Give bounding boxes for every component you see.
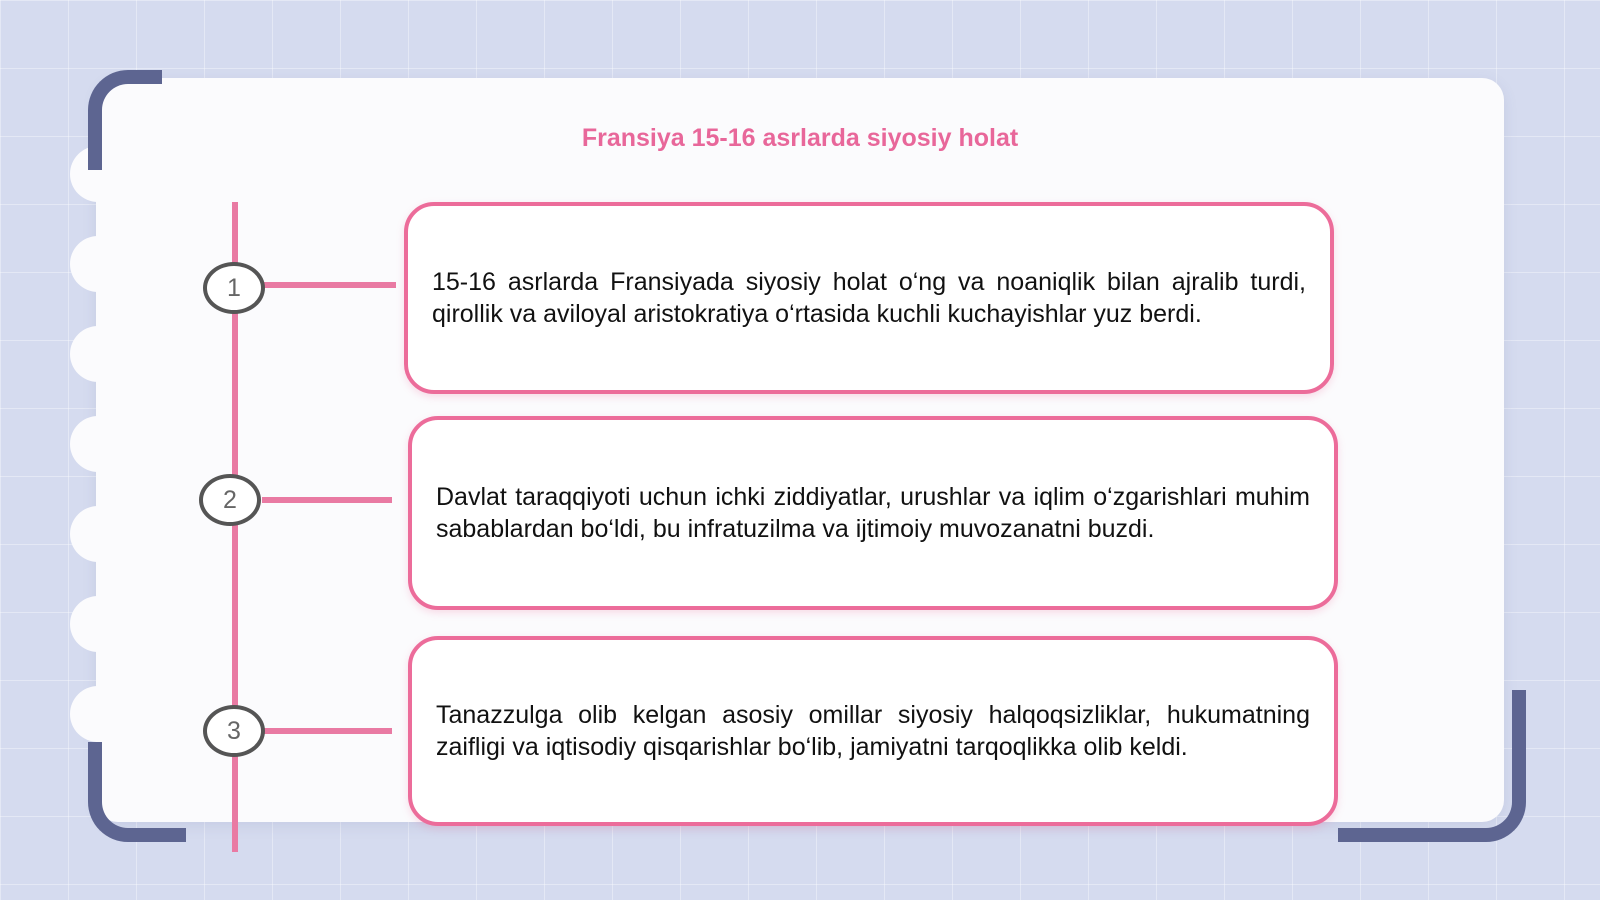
step-marker-1: [203, 262, 265, 314]
step-marker-3: [203, 705, 265, 757]
paper-scallop: [70, 686, 126, 742]
paper-scallop: [70, 416, 126, 472]
frame-corner-top-left: [88, 70, 162, 170]
paper-scallop: [70, 596, 126, 652]
step-card-2: [408, 416, 1338, 610]
step-card-text: Davlat taraqqiyoti uchun ichki ziddiyatlar, urushlar va iqlim o‘zgarishlari muhim sabablardan bo‘ldi, bu infratuzilma va ijtimoiy muvozanatni buzdi.: [436, 483, 1310, 543]
timeline-connector: [262, 497, 392, 503]
step-number: 3: [227, 716, 241, 745]
step-card-text: Tanazzulga olib kelgan asosiy omillar siyosiy halqoqsizliklar, hukumatning zaifligi va iqtisodiy qisqarishlar bo‘lib, jamiyatni tarqoqlikka olib keldi.: [436, 701, 1310, 761]
paper-scallop: [70, 326, 126, 382]
frame-corner-bottom-right: [1338, 690, 1526, 842]
step-card-text: 15-16 asrlarda Fransiyada siyosiy holat o‘ng va noaniqlik bilan ajralib turdi, qirollik va aviloyal aristokratiya o‘rtasida kuchli kuchayishlar yuz berdi.: [432, 268, 1306, 328]
step-marker-2: [199, 474, 261, 526]
slide-title: Fransiya 15-16 asrlarda siyosiy holat: [581, 124, 1019, 152]
timeline-connector: [262, 282, 396, 288]
step-card-3: [408, 636, 1338, 826]
timeline-connector: [262, 728, 392, 734]
frame-corner-bottom-left: [88, 742, 186, 842]
step-number: 2: [223, 485, 237, 514]
step-card-1: [404, 202, 1334, 394]
paper-scallop: [70, 236, 126, 292]
step-number: 1: [227, 273, 241, 302]
paper-scallop: [70, 506, 126, 562]
